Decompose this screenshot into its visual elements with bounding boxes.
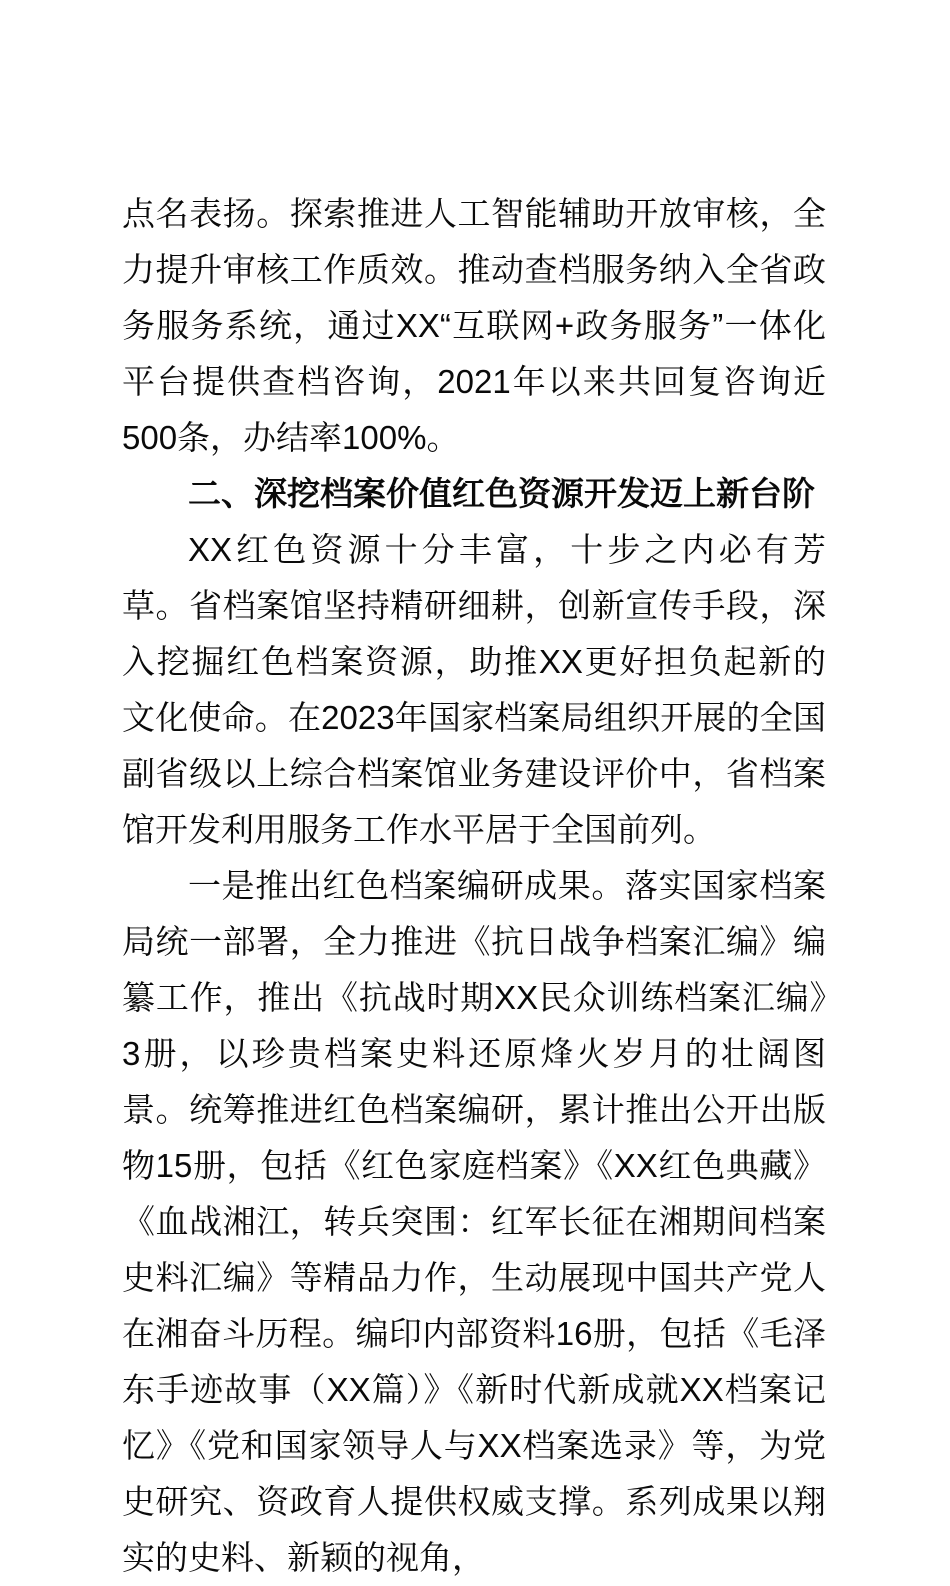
paragraph-compilation-results: 一是推出红色档案编研成果。落实国家档案局统一部署，全力推进《抗日战争档案汇编》编纂工作，推出《抗战时期XX民众训练档案汇编》3册，以珍贵档案史料还原烽火岁月的壮阔图景。统筹推进红色档案编研，累计推出公开出版物15册，包括《红色家庭档案》《XX红色典藏》《血战湘江，转兵突围：红军长征在湘期间档案史料汇编》等精品力作，生动展现中国共产党人在湘奋斗历程。编印内部资料16册，包括《毛泽东手迹故事（XX篇）》《新时代新成就XX档案记忆》《党和国家领导人与XX档案选录》等，为党史研究、资政育人提供权威支撑。系列成果以翔实的史料、新颖的视角， <box>122 867 826 1576</box>
paragraph-continued: 点名表扬。探索推进人工智能辅助开放审核，全力提升审核工作质效。推动查档服务纳入全省政务服务系统，通过XX“互联网+政务服务”一体化平台提供查档咨询，2021年以来共回复咨询近500条，办结率100%。 <box>122 195 826 456</box>
document-body <box>122 186 826 1586</box>
paragraph-red-resources: XX红色资源十分丰富，十步之内必有芳草。省档案馆坚持精研细耕，创新宣传手段，深入挖掘红色档案资源，助推XX更好担负起新的文化使命。在2023年国家档案局组织开展的全国副省级以上综合档案馆业务建设评价中，省档案馆开发利用服务工作水平居于全国前列。 <box>122 531 826 848</box>
section-heading-two: 二、深挖档案价值红色资源开发迈上新台阶 <box>188 475 815 512</box>
